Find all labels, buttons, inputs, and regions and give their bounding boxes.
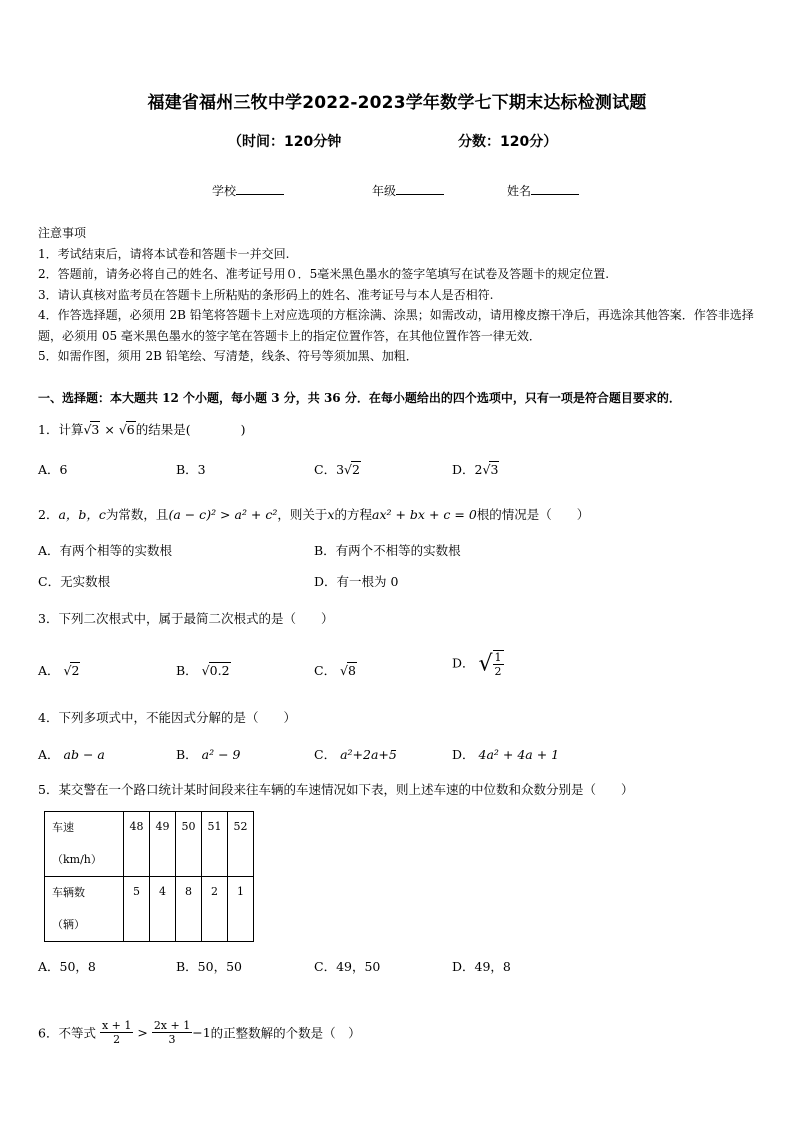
count-unit: （辆）	[52, 918, 85, 931]
speed-header-cell	[45, 812, 124, 877]
q3-c-radicand: 8	[348, 663, 356, 678]
q3-option-a: A． √2	[38, 663, 80, 678]
q3-c-label: C．	[314, 663, 337, 678]
speed-table	[44, 811, 254, 942]
q4-c-expr: a²+2a+5	[340, 747, 397, 762]
q2-mid3: 的方程	[334, 507, 372, 522]
speed-cell: 52	[228, 812, 254, 877]
q3-option-b: B． √0.2	[176, 663, 230, 678]
count-header-cell	[45, 877, 124, 942]
q3-d-fraction	[493, 650, 504, 678]
notes-item: 1．考试结束后，请将本试卷和答题卡一并交回.	[38, 246, 290, 261]
q6-prefix: 6．不等式	[38, 1025, 96, 1041]
q6-f1-numerator: x + 1	[101, 1019, 132, 1032]
q1-c-coef: 3	[336, 462, 345, 477]
q4-a-expr: ab − a	[63, 747, 105, 762]
q4-d-expr: 4a² + 4a + 1	[478, 747, 560, 762]
q6-f1-denominator: 2	[113, 1033, 121, 1046]
count-cell: 8	[176, 877, 202, 942]
name-label: 姓名	[507, 184, 532, 198]
question-5: 5．某交警在一个路口统计某时间段来往车辆的车速情况如下表，则上述车速的中位数和众数分别是（ ）	[38, 782, 634, 797]
q1-times: ×	[104, 422, 115, 437]
speed-label: 车速	[52, 821, 74, 834]
q6-gt: >	[137, 1025, 148, 1040]
q3-d-denominator: 2	[494, 665, 502, 678]
question-4: 4．下列多项式中，不能因式分解的是（ ）	[38, 710, 296, 725]
q1-d-radicand: 3	[490, 462, 499, 477]
q4-a-label: A．	[38, 747, 60, 762]
q4-option-b	[176, 745, 241, 763]
speed-cell: 50	[176, 812, 202, 877]
q5-option-d: D．49，8	[452, 959, 511, 974]
q5-option-b: B．50，50	[176, 959, 242, 974]
exam-score: 分数：120分）	[458, 134, 558, 150]
q2-equation: ax² + bx + c = 0	[372, 507, 477, 522]
q2-suffix: 根的情况是（ ）	[476, 507, 590, 522]
q2-mid1: 为常数，且	[105, 507, 169, 522]
q2-vars: a，b，c	[58, 507, 106, 522]
notes-item: 5．如需作图，须用 2B 铅笔绘、写清楚，线条、符号等须加黑、加粗．	[38, 349, 418, 363]
q6-f2-denominator: 3	[168, 1033, 176, 1046]
count-cell: 4	[150, 877, 176, 942]
q6-f2-numerator: 2x + 1	[153, 1019, 191, 1032]
count-cell: 5	[124, 877, 150, 942]
q3-b-label: B．	[176, 663, 198, 678]
table-row	[45, 877, 254, 942]
q1-option-b: B．3	[176, 462, 206, 477]
school-field	[212, 182, 284, 199]
q1-c-radicand: 2	[352, 462, 360, 477]
grade-label: 年级	[372, 184, 397, 198]
q4-option-c	[314, 745, 397, 763]
notes-block	[38, 223, 758, 367]
name-field	[507, 182, 579, 199]
school-blank	[236, 183, 284, 195]
q1-option-d: D．2√3	[452, 462, 499, 477]
q1-radicand-2: 6	[126, 422, 135, 437]
q5-option-c: C．49，50	[314, 959, 381, 974]
q1-d-label: D．	[452, 462, 475, 477]
grade-field	[372, 182, 444, 199]
question-2	[38, 505, 589, 523]
notes-item: 2．答题前，请务必将自己的姓名、准考证号用０．5毫米黑色墨水的签字笔填写在试卷及答题卡的规定位置.	[38, 267, 610, 281]
q4-option-d	[452, 745, 559, 763]
speed-cell: 48	[124, 812, 150, 877]
table-row	[45, 812, 254, 877]
q1-radicand-1: 3	[91, 422, 100, 437]
count-cell: 1	[228, 877, 254, 942]
q2-option-a: A．有两个相等的实数根	[38, 543, 173, 558]
count-cell: 2	[202, 877, 228, 942]
q3-option-c: C． √8	[314, 663, 356, 678]
q3-a-radicand: 2	[71, 663, 80, 678]
question-1: 1．计算√3 × √6的结果是( )	[38, 422, 246, 437]
q1-c-label: C．	[314, 462, 337, 477]
q3-d-label: D．	[452, 655, 475, 671]
section-heading: 一、选择题：本大题共 12 个小题，每小题 3 分，共 36 分．在每小题给出的四个选项中，只有一项是符合题目要求的．	[38, 391, 681, 405]
question-6	[38, 1019, 361, 1046]
q1-d-coef: 2	[474, 462, 483, 477]
exam-title: 福建省福州三牧中学2022-2023学年数学七下期末达标检测试题	[147, 93, 647, 113]
notes-heading: 注意事项	[38, 226, 87, 240]
q2-option-b: B．有两个不相等的实数根	[314, 543, 461, 558]
q3-b-radicand: 0.2	[209, 663, 230, 678]
q4-d-label: D．	[452, 747, 475, 762]
q4-b-label: B．	[176, 747, 198, 762]
q2-inequality: (a − c)² > a² + c²	[168, 507, 278, 522]
q2-prefix: 2．	[38, 507, 59, 522]
q6-suffix: 的正整数解的个数是（ ）	[210, 1025, 361, 1041]
q3-d-numerator: 1	[494, 651, 502, 664]
name-blank	[531, 183, 579, 195]
q6-fraction-2	[152, 1019, 192, 1046]
speed-cell: 49	[150, 812, 176, 877]
q3-a-label: A．	[38, 663, 60, 678]
notes-item: 3．请认真核对监考员在答题卡上所粘贴的条形码上的姓名、准考证号与本人是否相符.	[38, 287, 494, 302]
q2-mid2: ，则关于	[277, 507, 328, 522]
q2-x: x	[327, 507, 335, 522]
grade-blank	[396, 183, 444, 195]
q6-minus-one: −1	[192, 1025, 211, 1040]
count-label: 车辆数	[52, 886, 85, 899]
q1-option-a: A．6	[38, 462, 68, 477]
q1-suffix: 的结果是( )	[135, 422, 246, 437]
speed-cell: 51	[202, 812, 228, 877]
q4-c-label: C．	[314, 747, 337, 762]
question-3: 3．下列二次根式中，属于最简二次根式的是（ ）	[38, 611, 334, 626]
q4-b-expr: a² − 9	[201, 747, 241, 762]
q1-prefix: 1．计算	[38, 422, 84, 437]
q3-option-d: D． √ $\frac{1}{2}$	[452, 651, 502, 678]
q2-option-d: D．有一根为 0	[314, 574, 399, 589]
speed-unit: （km/h）	[52, 853, 102, 866]
notes-item: 4．作答选择题，必须用 2B 铅笔将答题卡上对应选项的方框涂满、涂黑；如需改动，请用橡皮擦干净后，再选涂其他答案．作答非选择题，必须用 05 毫米黑色墨水的签字笔在答题卡上的指定位置作答，在其他位置作答一律无效．	[38, 308, 754, 343]
q4-option-a	[38, 745, 105, 763]
q1-option-c: C．3√2	[314, 462, 360, 477]
q6-fraction-1	[100, 1019, 133, 1046]
exam-time: （时间：120分钟	[228, 134, 342, 150]
q5-option-a: A．50，8	[38, 959, 96, 974]
school-label: 学校	[212, 184, 237, 198]
q2-option-c: C．无实数根	[38, 574, 111, 589]
